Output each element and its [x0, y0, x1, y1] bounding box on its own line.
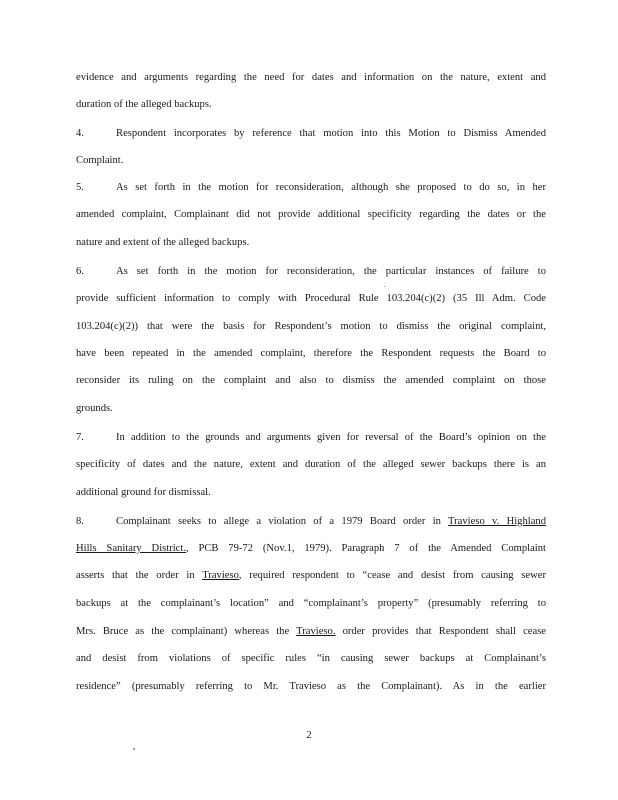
text-line: asserts that the order in Travieso, required respondent to “cease and desist from causing sewer	[76, 570, 546, 581]
case-citation: Travieso	[202, 570, 239, 581]
text-line: and desist from violations of specific rules “in causing sewer backups at Complainant’s	[76, 653, 546, 664]
text-line: residence” (presumably referring to Mr. Travieso as the Complainant). As in the earlier	[76, 681, 546, 692]
paragraph-number: 5.	[76, 182, 84, 193]
text-line: Mrs. Bruce as the complainant) whereas the Travieso. order provides that Respondent shall cease	[76, 626, 546, 637]
text-line: specificity of dates and the nature, extent and duration of the alleged sewer backups there is an	[76, 459, 546, 470]
case-citation: Hills Sanitary District.	[76, 543, 186, 554]
text-line: evidence and arguments regarding the need for dates and information on the nature, extent and	[76, 72, 546, 83]
paragraph-6-line: 6. As set forth in the motion for reconsideration, the particular instances of failure to	[76, 266, 546, 277]
text-line: grounds.	[76, 403, 113, 414]
paragraph-8-line: 8. Complainant seeks to allege a violation of a 1979 Board order in Travieso v. Highland	[76, 516, 546, 527]
paragraph-7-line: 7. In addition to the grounds and arguments given for reversal of the Board’s opinion on the	[76, 432, 546, 443]
paragraph-number: 4.	[76, 128, 84, 139]
text-line: nature and extent of the alleged backups.	[76, 237, 250, 248]
paragraph-number: 6.	[76, 266, 84, 277]
text-line: backups at the complainant’s location” and “complainant’s property” (presumably referring to	[76, 598, 546, 609]
case-citation: Travieso v. Highland	[448, 516, 546, 527]
case-citation: Travieso.	[296, 626, 336, 637]
text-line: 103.204(c)(2)) that were the basis for Respondent’s motion to dismiss the original complaint,	[76, 321, 546, 332]
text-line: amended complaint, Complainant did not provide additional specificity regarding the dates or the	[76, 209, 546, 220]
scan-speck	[133, 748, 135, 750]
text-line: additional ground for dismissal.	[76, 487, 211, 498]
paragraph-4-line: 4. Respondent incorporates by reference that motion into this Motion to Dismiss Amended	[76, 128, 546, 139]
text-line: Hills Sanitary District., PCB 79-72 (Nov.1, 1979). Paragraph 7 of the Amended Complaint	[76, 543, 546, 554]
text-line: have been repeated in the amended complaint, therefore the Respondent requests the Board to	[76, 348, 546, 359]
text-line: duration of the alleged backups.	[76, 99, 212, 110]
page-number: 2	[306, 730, 312, 741]
text-line: Complaint.	[76, 155, 124, 166]
text-line: provide sufficient information to comply with Procedural Rule 103.204(c)(2) (35 Ill Adm. Code	[76, 293, 546, 304]
text-line: reconsider its ruling on the complaint and also to dismiss the amended complaint on those	[76, 375, 546, 386]
paragraph-number: 8.	[76, 516, 84, 527]
paragraph-number: 7.	[76, 432, 84, 443]
scan-speck	[384, 286, 385, 287]
paragraph-5-line: 5. As set forth in the motion for reconsideration, although she proposed to do so, in her	[76, 182, 546, 193]
